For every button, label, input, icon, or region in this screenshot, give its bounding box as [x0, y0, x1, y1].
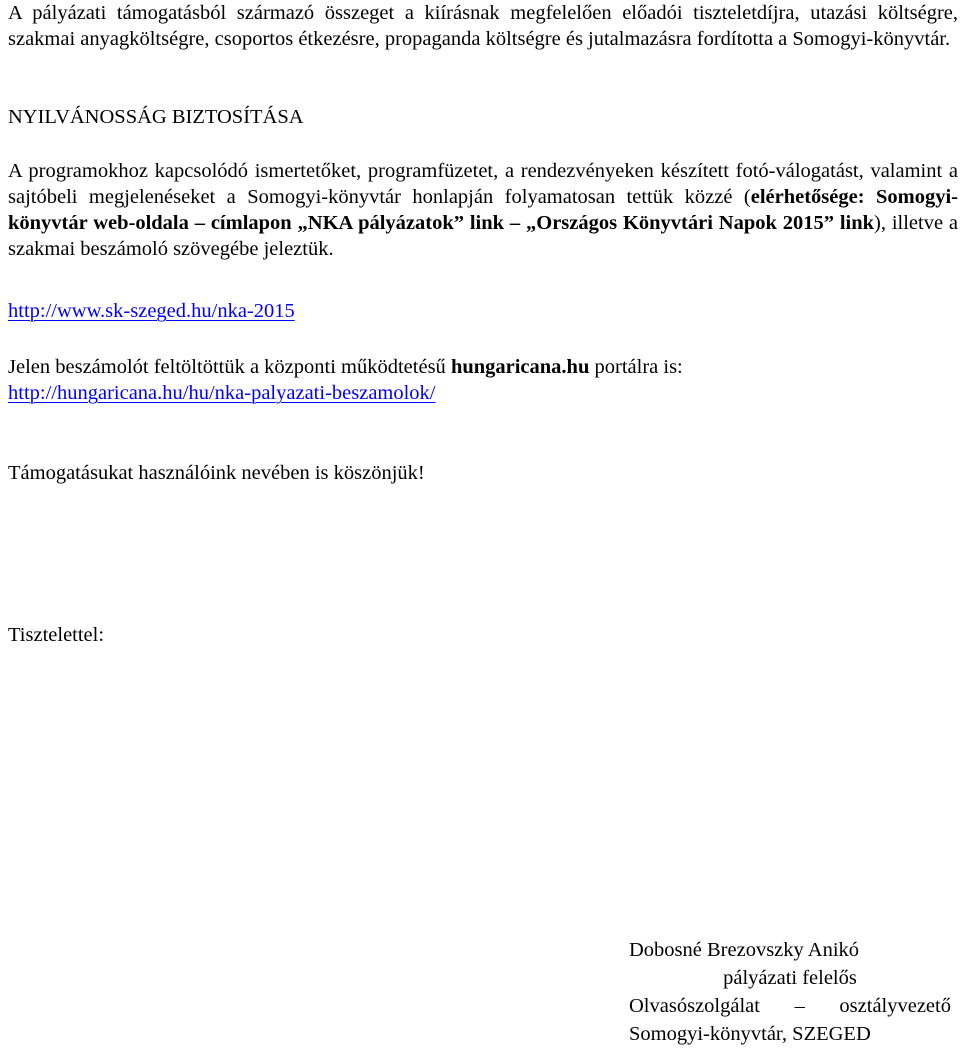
signer-organization: Somogyi-könyvtár, SZEGED [629, 1023, 871, 1045]
hungaricana-link[interactable]: http://hungaricana.hu/hu/nka-palyazati-beszamolok/ [8, 382, 436, 404]
signer-role: pályázati felelős [723, 967, 857, 989]
intro-paragraph: A pályázati támogatásból származó összeget a kiírásnak megfelelően előadói tiszteletdíjra, utazási költségre, szakmai anyagköltségre, csoportos étkezésre, propaganda költségre és jutalmazásra fordította a Somogyi-könyvtár. [8, 2, 958, 50]
department-dash: – [794, 995, 805, 1017]
portal-name-bold: hungaricana.hu [450, 356, 590, 378]
publicity-text-before: A programokhoz kapcsolódó ismertetőket, programfüzetet, a rendezvényeken készített fotó-válogatást, valamint a sajtóbeli megjelenéseket a Somogyi-könyvtár honlapján folyamatosan tettük közzé ( [8, 160, 958, 208]
publicity-paragraph [8, 158, 958, 262]
portal-text-after: portálra is: [589, 356, 683, 378]
regards-line: Tisztelettel: [8, 624, 105, 646]
access-path-bold: elérhetősége: Somogyi-könyvtár web-oldala – címlapon „NKA pályázatok” link – „Országos Könyvtári Napok 2015” link [8, 186, 958, 234]
nka-link-line [8, 298, 295, 324]
portal-text-before: Jelen beszámolót feltöltöttük a központi működtetésű [8, 356, 451, 378]
portal-paragraph [8, 354, 958, 406]
department-title: osztályvezető [839, 995, 951, 1017]
thanks-line: Támogatásukat használóink nevében is köszönjük! [8, 462, 425, 484]
section-heading: NYILVÁNOSSÁG BIZTOSÍTÁSA [8, 106, 304, 128]
signature-block [629, 936, 951, 1048]
signer-department [629, 992, 951, 1020]
department-name: Olvasószolgálat [629, 995, 760, 1017]
nka-2015-link[interactable]: http://www.sk-szeged.hu/nka-2015 [8, 300, 295, 322]
signer-name: Dobosné Brezovszky Anikó [629, 939, 860, 961]
publicity-text-after: ), illetve a szakmai beszámoló szövegébe jeleztük. [8, 212, 958, 260]
